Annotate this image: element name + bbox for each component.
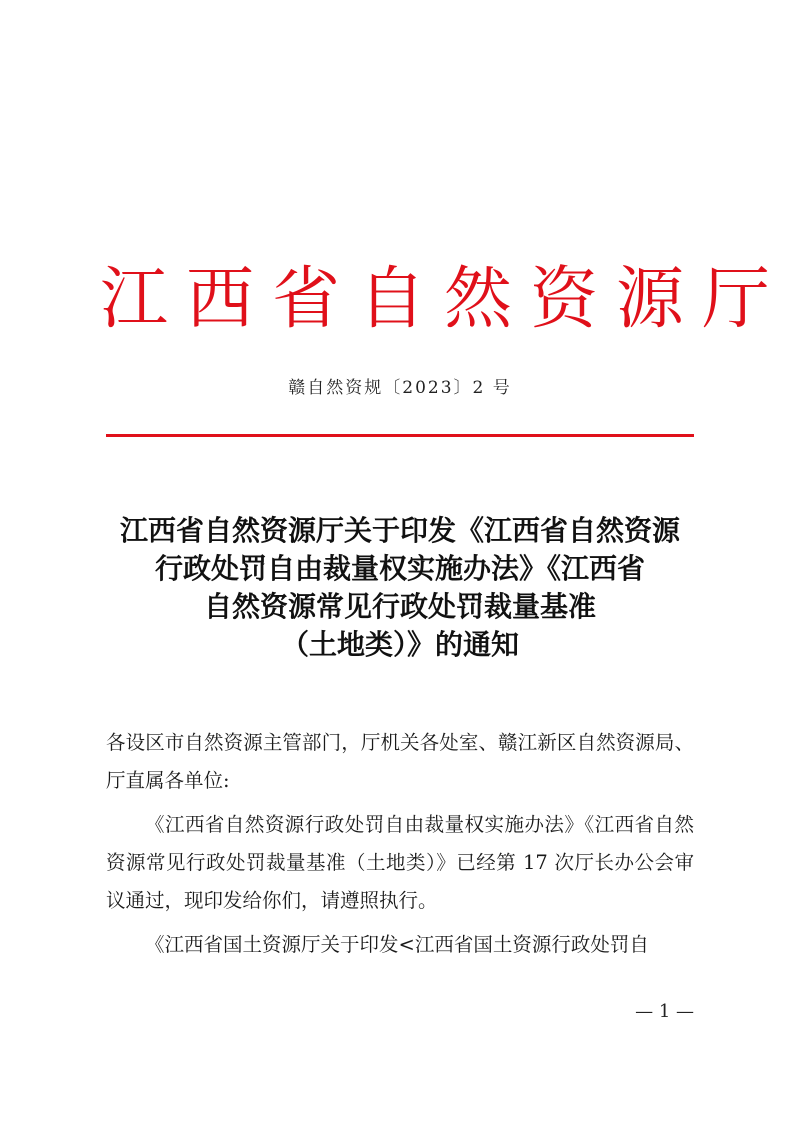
title-line-3: 自然资源常见行政处罚裁量基准 (203, 590, 596, 623)
document-number: 赣自然资规〔2023〕2 号 (288, 378, 512, 398)
recipients-paragraph: 各设区市自然资源主管部门，厅机关各处室、赣江新区自然资源局、厅直属各单位: (106, 731, 694, 792)
document-title (90, 512, 710, 664)
title-line-1: 江西省自然资源厅关于印发《江西省自然资源 (119, 514, 680, 547)
document-body (106, 724, 694, 970)
red-divider-line (106, 434, 694, 437)
body-paragraph-2: 《江西省国土资源厅关于印发<江西省国土资源行政处罚自 (145, 933, 649, 956)
title-line-4: （土地类）》的通知 (280, 628, 519, 661)
body-paragraph-1: 《江西省自然资源行政处罚自由裁量权实施办法》《江西省自然资源常见行政处罚裁量基准（土地类）》已经第 17 次厅长办公会审议通过，现印发给你们，请遵照执行。 (106, 813, 694, 912)
page-number: — 1 — (635, 1001, 694, 1022)
title-line-2: 行政处罚自由裁量权实施办法》《江西省 (154, 552, 645, 585)
issuer-masthead: 江西省自然资源厅 (100, 260, 789, 339)
